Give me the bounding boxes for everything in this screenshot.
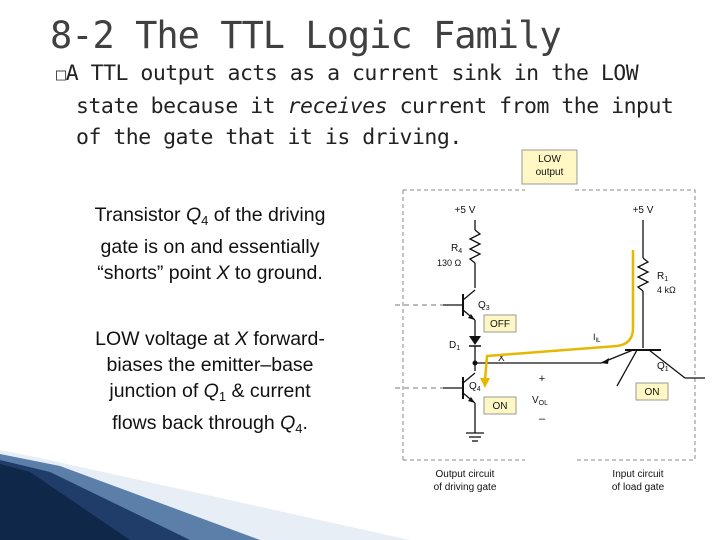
vcc-right-label: +5 V bbox=[632, 205, 654, 216]
explanation-q1 bbox=[50, 326, 370, 442]
node-x-junction bbox=[473, 361, 478, 366]
caption-output-circuit-2: of driving gate bbox=[433, 482, 497, 493]
note1-line2: gate is on and essentially bbox=[100, 236, 320, 258]
note1-line3b: to ground. bbox=[229, 262, 323, 284]
d1-label: $D_1$ bbox=[449, 340, 461, 352]
r1-name: $R_1$ bbox=[657, 271, 669, 283]
q4-on-label: ON bbox=[492, 401, 508, 412]
explanation-q4 bbox=[50, 202, 370, 286]
current-arrow-icon bbox=[480, 378, 490, 388]
low-output-label-2: output bbox=[535, 167, 564, 178]
resistor-r4-icon bbox=[470, 230, 480, 263]
bullet-line-1 bbox=[56, 58, 702, 91]
input-lead-lines bbox=[395, 305, 443, 388]
vol-label: $V_{OL}$ bbox=[532, 395, 549, 407]
note2-line4a: flows back through bbox=[112, 412, 281, 434]
note2-q4: Q bbox=[280, 412, 296, 434]
note2-x: X bbox=[234, 328, 248, 350]
q1-collector bbox=[649, 350, 685, 378]
note1-q: Q bbox=[185, 204, 202, 226]
bullet-line-2 bbox=[62, 91, 702, 122]
q4-label: $Q_4$ bbox=[469, 381, 481, 393]
vol-plus: + bbox=[538, 373, 546, 385]
caption-input-circuit-1: Input circuit bbox=[612, 469, 664, 480]
bullet-emphasis: receives bbox=[287, 94, 388, 119]
note1-text: Transistor bbox=[94, 204, 186, 226]
note1-sub: 4 bbox=[201, 213, 209, 228]
note2-line4b: . bbox=[302, 412, 308, 434]
q3-collector bbox=[463, 290, 475, 300]
diode-d1-icon bbox=[469, 336, 481, 345]
bullet-point bbox=[56, 58, 702, 152]
note2-line2: biases the emitter–base bbox=[106, 354, 314, 376]
q1-label: $Q_1$ bbox=[657, 361, 669, 373]
bullet-text-2a: state because it bbox=[76, 94, 288, 119]
low-output-label-1: LOW bbox=[538, 154, 561, 165]
note2-q1sub: 1 bbox=[218, 389, 227, 404]
vcc-left-label: +5 V bbox=[454, 205, 476, 216]
note2-text-b: forward- bbox=[247, 328, 325, 350]
q1-emitter-arrow-icon bbox=[601, 358, 609, 364]
bullet-text-1: A TTL output acts as a current sink in the LOW bbox=[65, 61, 639, 86]
note2-line3a: junction of bbox=[109, 380, 204, 402]
caption-output-circuit-1: Output circuit bbox=[435, 469, 495, 480]
slide-title: 8-2 The TTL Logic Family bbox=[50, 14, 561, 57]
iil-label: $I_{IL}$ bbox=[593, 332, 601, 344]
bullet-text-2b: current from the input bbox=[387, 94, 674, 119]
q3-off-label: OFF bbox=[490, 319, 510, 330]
note2-q1: Q bbox=[203, 380, 219, 402]
note1-x: X bbox=[216, 262, 230, 284]
r4-value: 130 Ω bbox=[437, 258, 462, 268]
vol-minus: – bbox=[538, 413, 546, 425]
note1-line3a: “shorts” point bbox=[97, 262, 217, 284]
r4-name: $R_4$ bbox=[451, 243, 463, 255]
load-gate-enclosure bbox=[575, 190, 695, 460]
decorative-stripes bbox=[0, 450, 410, 540]
node-x-label: X bbox=[498, 353, 505, 364]
square-bullet-icon: □ bbox=[56, 65, 66, 85]
note1-text-b: of the driving bbox=[208, 204, 326, 226]
q1-on-label: ON bbox=[644, 387, 660, 398]
bullet-line-3: of the gate that it is driving. bbox=[76, 125, 462, 150]
r1-value: 4 kΩ bbox=[657, 285, 676, 295]
q3-label: $Q_3$ bbox=[478, 300, 490, 312]
note2-q4sub: 4 bbox=[295, 421, 303, 436]
resistor-r1-icon bbox=[638, 258, 648, 291]
note2-text: LOW voltage at bbox=[95, 328, 235, 350]
caption-input-circuit-2: of load gate bbox=[611, 482, 665, 493]
ttl-circuit-diagram bbox=[395, 150, 705, 500]
note2-line3b: & current bbox=[226, 380, 311, 402]
